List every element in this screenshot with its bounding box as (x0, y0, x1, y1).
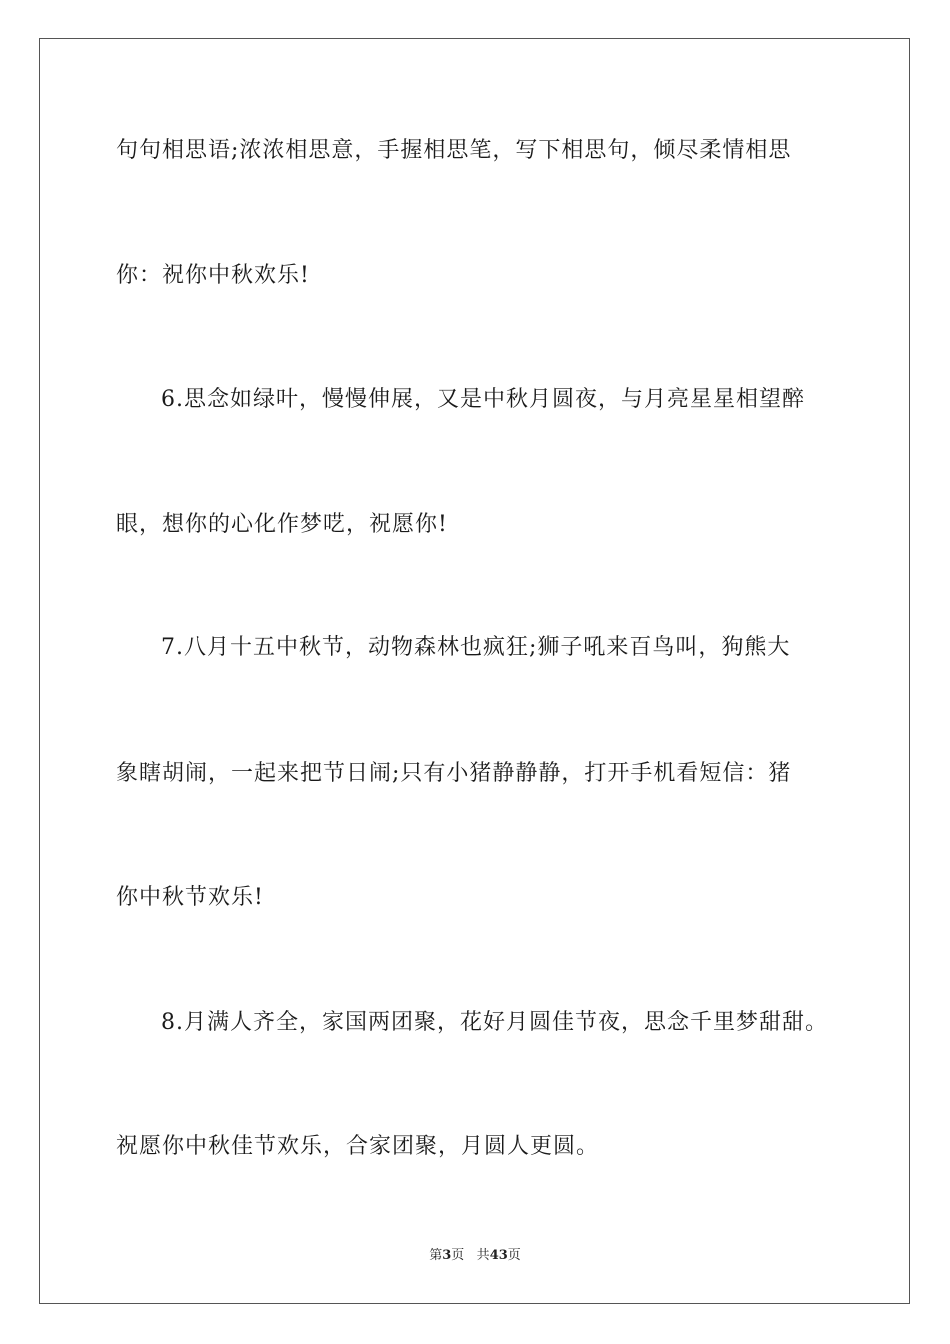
page-prefix: 第 (429, 1248, 443, 1263)
page-border (39, 38, 910, 1304)
paragraph-line: 句句相思语;浓浓相思意，手握相思笔，写下相思句，倾尽柔情相思 (116, 138, 792, 163)
paragraph-line: 祝愿你中秋佳节欢乐，合家团聚，月圆人更圆。 (116, 1134, 600, 1159)
total-suffix: 页 (507, 1248, 521, 1263)
paragraph-line: 象瞎胡闹，一起来把节日闹;只有小猪静静静，打开手机看短信：猪 (116, 761, 792, 786)
total-prefix: 共 (476, 1248, 490, 1263)
page-number: 3 (442, 1248, 452, 1263)
list-item-8-line: 8.月满人齐全，家国两团聚，花好月圆佳节夜，思念千里梦甜甜。 (161, 1010, 828, 1035)
list-item-7-line: 7.八月十五中秋节，动物森林也疯狂;狮子吼来百鸟叫，狗熊大 (161, 635, 791, 660)
paragraph-line: 你中秋节欢乐! (116, 885, 264, 910)
total-pages: 43 (489, 1248, 508, 1263)
paragraph-line: 你：祝你中秋欢乐! (116, 263, 310, 288)
paragraph-line: 眼，想你的心化作梦呓，祝愿你! (116, 512, 448, 537)
list-item-6-line: 6.思念如绿叶，慢慢伸展，又是中秋月圆夜，与月亮星星相望醉 (161, 387, 805, 412)
page-footer (0, 1247, 950, 1265)
page-suffix: 页 (451, 1248, 465, 1263)
